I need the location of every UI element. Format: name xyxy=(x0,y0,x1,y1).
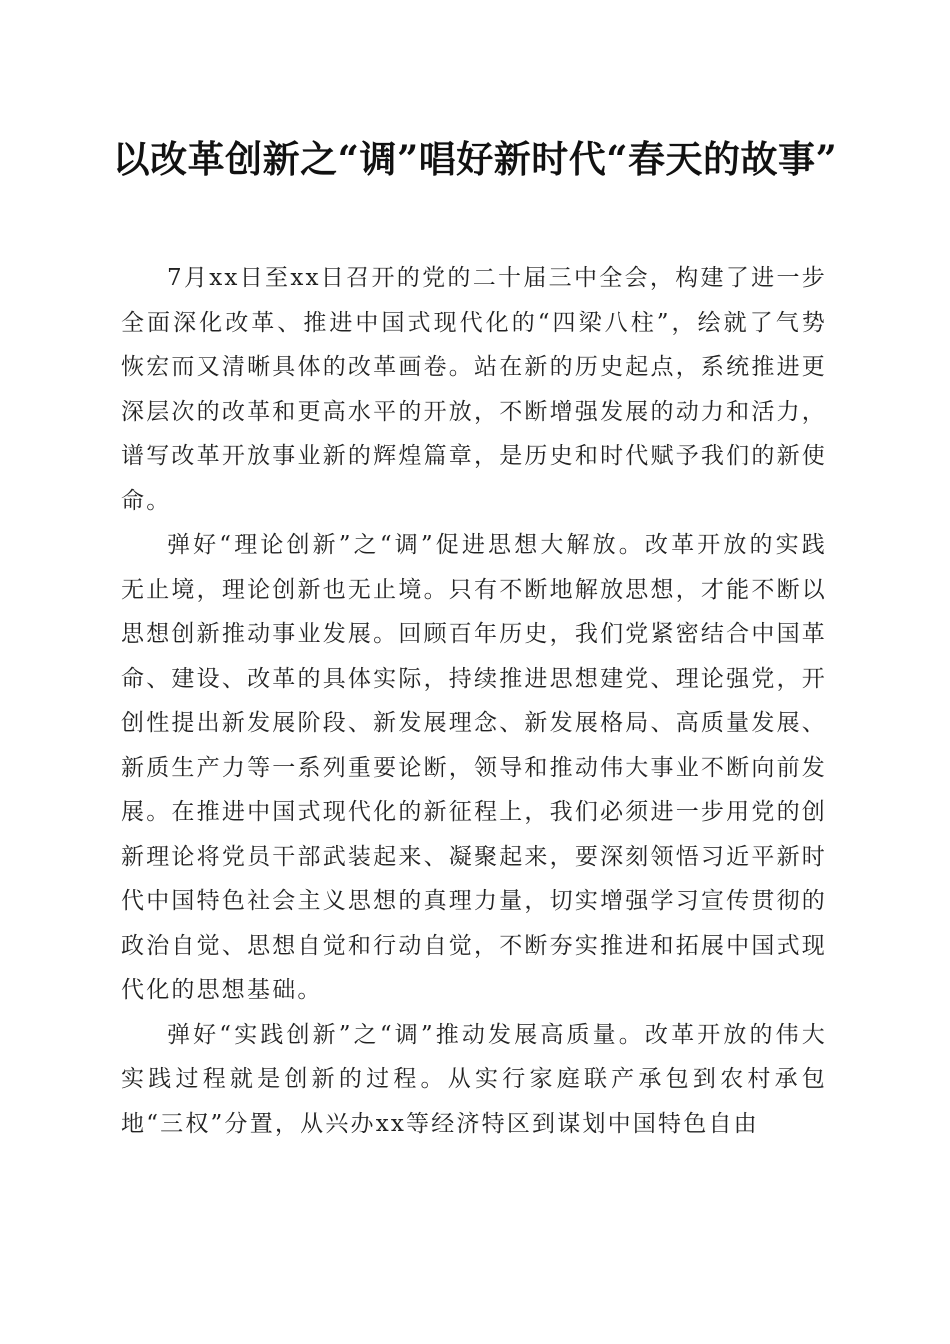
document-body xyxy=(121,256,827,1146)
paragraph-theory-innovation: 弹好“理论创新”之“调”促进思想大解放。改革开放的实践无止境，理论创新也无止境。只有不断地解放思想，才能不断以思想创新推动事业发展。回顾百年历史，我们党紧密结合中国革命、建设、改革的具体实际，持续推进思想建党、理论强党，开创性提出新发展阶段、新发展理念、新发展格局、高质量发展、新质生产力等一系列重要论断，领导和推动伟大事业不断向前发展。在推进中国式现代化的新征程上，我们必须进一步用党的创新理论将党员干部武装起来、凝聚起来，要深刻领悟习近平新时代中国特色社会主义思想的真理力量，切实增强学习宣传贯彻的政治自觉、思想自觉和行动自觉，不断夯实推进和拓展中国式现代化的思想基础。 xyxy=(121,532,827,1003)
document-title: 以改革创新之“调”唱好新时代“春天的故事” xyxy=(112,137,838,181)
paragraph-intro: 7月xx日至xx日召开的党的二十届三中全会，构建了进一步全面深化改革、推进中国式现代化的“四梁八柱”，绘就了气势恢宏而又清晰具体的改革画卷。站在新的历史起点，系统推进更深层次的改革和更高水平的开放，不断增强发展的动力和活力，谱写改革开放事业新的辉煌篇章，是历史和时代赋予我们的新使命。 xyxy=(121,265,827,514)
paragraph-practice-innovation: 弹好“实践创新”之“调”推动发展高质量。改革开放的伟大实践过程就是创新的过程。从实行家庭联产承包到农村承包地“三权”分置，从兴办xx等经济特区到谋划中国特色自由 xyxy=(121,1021,827,1137)
